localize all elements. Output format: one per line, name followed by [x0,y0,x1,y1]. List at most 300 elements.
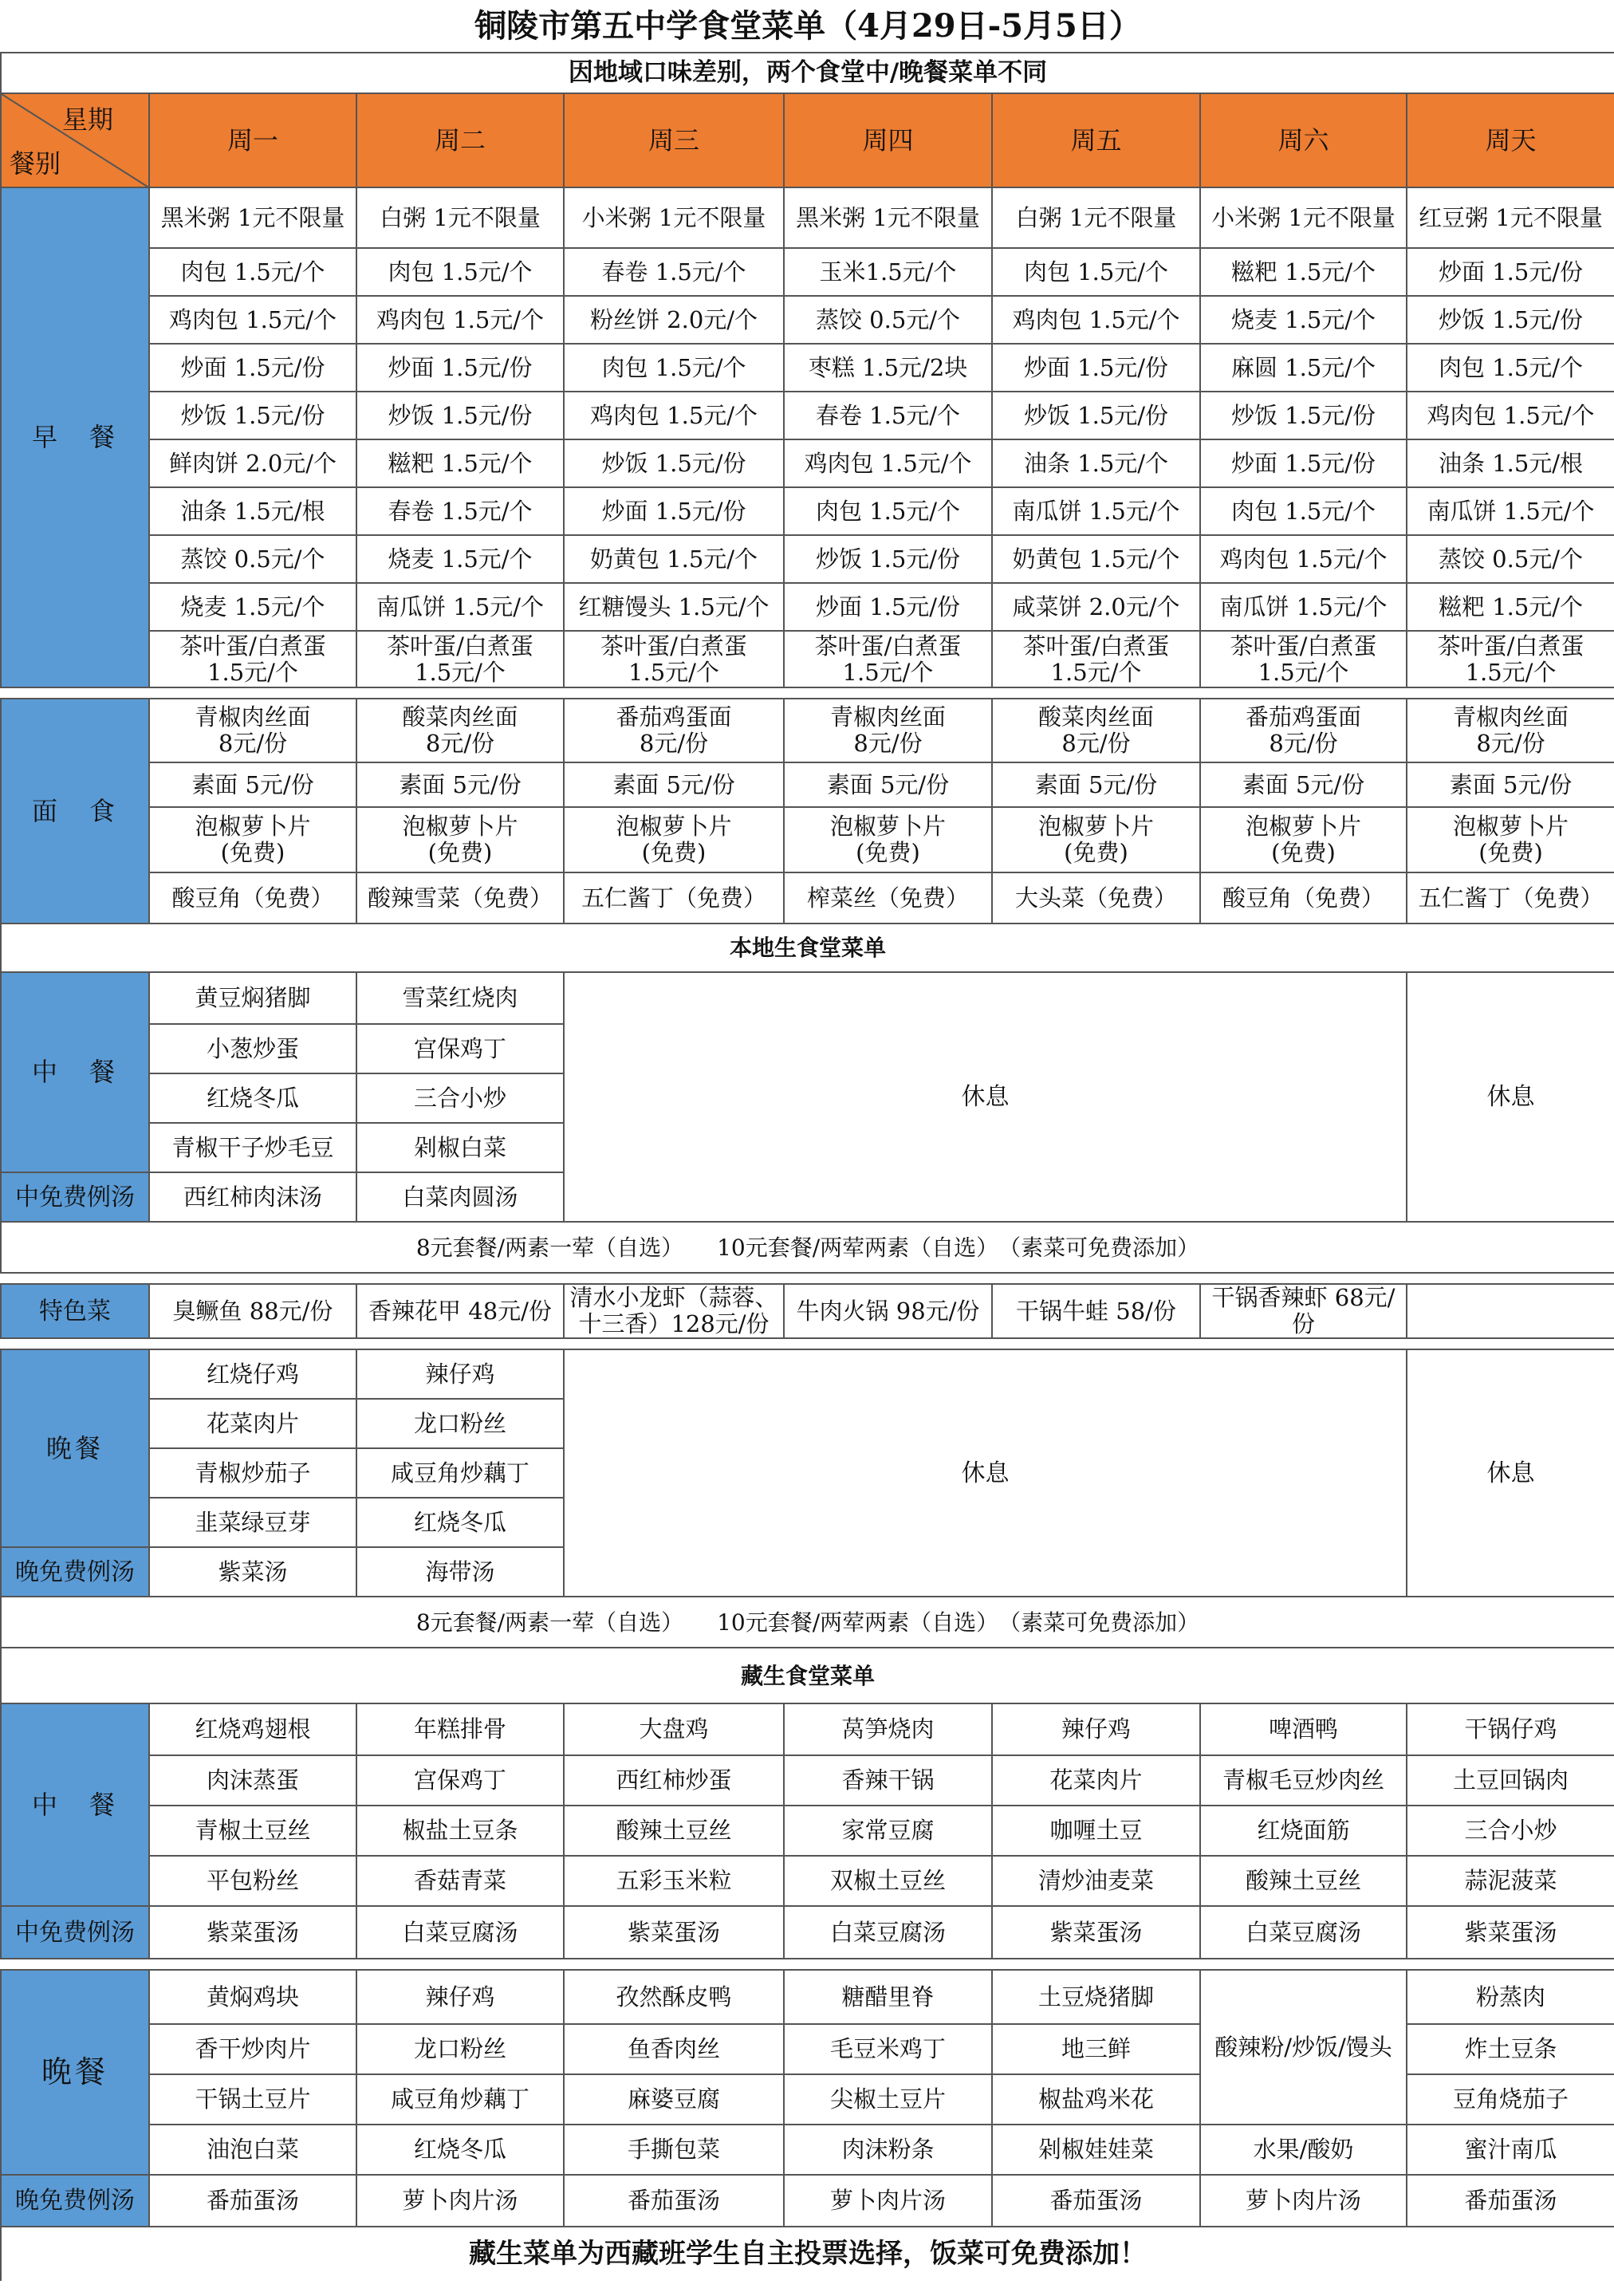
noodle-item [356,699,564,762]
cell-text: 肉沫粉条 [841,2136,935,2163]
breakfast-item [149,187,356,248]
cell-text: 茶叶蛋/白煮蛋 [1437,632,1584,660]
cell-text: 蒸饺 0.5元/个 [180,545,325,573]
breakfast-item [356,248,564,296]
tibet-lunch-soup [784,1906,992,1959]
cell-text: 宫保鸡丁 [413,1034,506,1062]
cell-text: 蒸饺 0.5元/个 [815,305,961,333]
rest-cell [1407,1349,1614,1597]
noodle-item [149,872,356,924]
tibet-dinner-item [149,2024,356,2074]
noodle-item [992,872,1200,924]
local-lunch-item [356,972,564,1024]
tibet-lunch-item [564,1806,784,1856]
cell-text: 糖醋里脊 [841,1983,935,2010]
cell-text: 炒饭 1.5元/份 [601,449,746,477]
breakfast-item [149,296,356,344]
cell-text: 紫菜蛋汤 [1049,1918,1143,1946]
cell-text: 鸡肉包 1.5元/个 [1219,545,1388,573]
cell-text: 青椒肉丝面 [195,703,311,731]
cell-text: 地三鲜 [1061,2035,1131,2062]
cell-text: 白菜豆腐汤 [829,1918,946,1946]
tibet-lunch-item [1200,1856,1407,1906]
local-lunch-soup-label [1,1172,149,1222]
cell-text: 鸡肉包 1.5元/个 [589,401,758,429]
breakfast-item [1407,487,1614,535]
table-row [1,248,1614,296]
local-lunch-item [356,1123,564,1172]
breakfast-item [564,187,784,248]
egg-item [992,631,1200,687]
cell-text: 番茄蛋汤 [206,2187,299,2214]
cell-text: 青椒土豆丝 [195,1817,311,1844]
table-row [1,2175,1614,2227]
breakfast-item [564,296,784,344]
cell-text: 炒饭 1.5元/份 [1438,305,1584,333]
table-row [1,583,1614,631]
noodle-item [1200,699,1407,762]
cell-text: 鲜肉饼 2.0元/个 [168,449,337,477]
noodle-item [784,872,992,924]
breakfast-item [1200,344,1407,392]
tibet-dinner-item [784,2074,992,2125]
cell-text: 清水小龙虾（蒜蓉、十三香）128元/份 [569,1284,778,1337]
table-row [1,1338,1614,1349]
cell-text: 1.5元/个 [207,658,298,686]
cell-text: 肉包 1.5元/个 [1438,353,1584,381]
day-header [1200,93,1407,187]
day-header [356,93,564,187]
breakfast-item [149,439,356,487]
table-row [1,535,1614,583]
cell-text: 素面 5元/份 [1034,770,1158,798]
cell-text: 春卷 1.5元/个 [388,497,533,525]
cell-text: 辣仔鸡 [425,1983,495,2010]
cell-text: 香菇青菜 [413,1867,506,1894]
tibet-dinner-item [356,2125,564,2175]
cell-text: 本地生食堂菜单 [730,935,887,961]
tibet-lunch-item [784,1755,992,1806]
day-header [149,93,356,187]
cell-text: 紫菜蛋汤 [627,1918,720,1946]
tibet-lunch-item [149,1806,356,1856]
table-row [1,972,1614,1024]
cell-text: 粉丝饼 2.0元/个 [589,305,758,333]
breakfast-item [992,487,1200,535]
tibet-dinner-item [356,2024,564,2074]
cell-text: 周二 [434,124,486,156]
cell-text: 毛豆米鸡丁 [829,2035,946,2062]
cell-text: 茶叶蛋/白煮蛋 [1022,632,1170,660]
tibet-lunch-item [992,1806,1200,1856]
local-dinner-item [149,1448,356,1498]
cell-text: 干锅土豆片 [195,2085,311,2113]
cell-text: 肉包 1.5元/个 [1230,497,1376,525]
noodle-item [356,762,564,807]
tibet-dinner-item [1407,2074,1614,2125]
cell-text: 烧麦 1.5元/个 [388,545,533,573]
cell-text: 炒面 1.5元/份 [1438,258,1584,286]
cell-text: 麻圆 1.5元/个 [1230,353,1376,381]
tibet-lunch-item [1407,1703,1614,1755]
cell-text: 油泡白菜 [206,2136,299,2163]
cell-text: 休息 [961,1083,1010,1111]
noodle-item [1200,762,1407,807]
cell-text: 泡椒萝卜片 [829,813,946,840]
tibet-canteen-title [1,1648,1614,1703]
local-lunch-item [356,1024,564,1073]
cell-text: 晚免费例汤 [15,1558,135,1586]
cell-text: (免费) [1064,839,1128,866]
cell-text: 素面 5元/份 [612,770,735,798]
cell-text: 萝卜肉片汤 [829,2187,946,2214]
spacer [1,1338,1614,1349]
header-corner [1,93,149,187]
tibet-lunch-item [356,1806,564,1856]
breakfast-item [992,187,1200,248]
tibet-dinner-item [564,2024,784,2074]
cell-text: 五彩玉米粒 [616,1867,732,1894]
cell-text: (免费) [856,839,920,866]
breakfast-item [356,187,564,248]
cell-text: 龙口粉丝 [413,1409,506,1437]
cell-text: 1.5元/个 [415,658,506,686]
noodle-item [564,807,784,872]
tibet-dinner-item [564,1970,784,2024]
footer-note [1,2227,1614,2281]
cell-text: 宫保鸡丁 [413,1766,506,1794]
breakfast-item [149,583,356,631]
cell-text: 双椒土豆丝 [829,1867,946,1894]
breakfast-item [1407,344,1614,392]
cell-text: 韭菜绿豆芽 [195,1508,311,1536]
corner-bottom-label: 餐别 [10,148,61,179]
breakfast-item [564,535,784,583]
table-row [1,924,1614,972]
breakfast-item [564,344,784,392]
cell-text: 番茄鸡蛋面 [1245,703,1361,731]
tibet-dinner-soup [1407,2175,1614,2227]
cell-text: 香干炒肉片 [195,2035,311,2062]
cell-text: 土豆烧猪脚 [1037,1983,1154,2010]
cell-text: 红烧冬瓜 [413,2136,506,2163]
tibet-lunch-item [992,1755,1200,1806]
cell-text: 青椒肉丝面 [829,703,946,731]
tibet-lunch-soup [1200,1906,1407,1959]
cell-text: 牛肉火锅 98元/份 [796,1297,980,1325]
cell-text: 剁椒白菜 [413,1133,506,1161]
cell-text: 龙口粉丝 [413,2035,506,2062]
cell-text: 紫菜蛋汤 [206,1918,299,1946]
tibet-lunch-item [1200,1806,1407,1856]
cell-text: 青椒毛豆炒肉丝 [1222,1766,1384,1794]
table-row [1,1349,1614,1399]
tibet-dinner-soup [784,2175,992,2227]
cell-text: 烧麦 1.5元/个 [180,593,325,620]
table-row [1,2227,1614,2281]
cell-text: 酸辣土豆丝 [616,1817,732,1844]
local-dinner-item [356,1498,564,1547]
cell-text: 素面 5元/份 [1242,770,1365,798]
cell-text: 黑米粥 1元不限量 [160,203,345,231]
cell-text: 素面 5元/份 [191,770,314,798]
table-row [1,344,1614,392]
table-row [1,1755,1614,1806]
cell-text: 肉包 1.5元/个 [1023,258,1169,286]
cell-text: 大盘鸡 [639,1715,709,1743]
cell-text: 炸土豆条 [1464,2035,1557,2062]
set-meal-note [1,1597,1614,1648]
table-row [1,439,1614,487]
cell-text: 萝卜肉片汤 [402,2187,518,2214]
breakfast-label [1,187,149,687]
cell-text: 休息 [961,1459,1010,1487]
breakfast-item [1407,296,1614,344]
breakfast-item [1407,392,1614,439]
cell-text: (免费) [220,839,285,866]
cell-text: 辣仔鸡 [1061,1715,1131,1743]
spacer [1,687,1614,699]
special-item [356,1284,564,1338]
breakfast-item [564,487,784,535]
cell-text: 泡椒萝卜片 [1037,813,1154,840]
cell-text: 8元/份 [853,730,923,757]
local-dinner-item [356,1399,564,1448]
cell-text: 因地域口味差别，两个食堂中/晚餐菜单不同 [568,58,1048,87]
breakfast-item [356,535,564,583]
breakfast-item [1200,487,1407,535]
cell-text: 玉米1.5元/个 [819,258,957,286]
breakfast-item [564,392,784,439]
cell-text: 黄焖鸡块 [206,1983,299,2010]
tibet-dinner-item [1407,2125,1614,2175]
cell-text: (免费) [1478,839,1543,866]
cell-text: 炒饭 1.5元/份 [180,401,325,429]
tibet-dinner-item [1407,1970,1614,2024]
corner-top-label: 星期 [61,104,113,135]
cell-text: 茶叶蛋/白煮蛋 [179,632,326,660]
cell-text: 烧麦 1.5元/个 [1230,305,1376,333]
cell-text: 紫菜蛋汤 [1464,1918,1557,1946]
breakfast-item [992,535,1200,583]
cell-text: 干锅牛蛙 58/份 [1016,1297,1176,1325]
tibet-dinner-item [149,2125,356,2175]
cell-text: 炒饭 1.5元/份 [1023,401,1169,429]
cell-text: 南瓜饼 1.5元/个 [376,593,545,620]
cell-text: (免费) [641,839,707,866]
breakfast-item [356,487,564,535]
breakfast-item [1407,187,1614,248]
cell-text: 西红柿炒蛋 [616,1766,732,1794]
cell-text: 1.5元/个 [628,658,719,686]
cell-text: 土豆回锅肉 [1453,1766,1569,1794]
local-dinner-label [1,1349,149,1547]
table-row [1,2125,1614,2175]
tibet-lunch-item [1200,1703,1407,1755]
tibet-dinner-item [992,2024,1200,2074]
cell-text: 红糖馒头 1.5元/个 [578,593,770,620]
cell-text: 紫菜汤 [218,1558,288,1585]
cell-text: 白菜肉圆汤 [402,1183,518,1211]
cell-text: 肉包 1.5元/个 [388,258,533,286]
breakfast-item [1407,583,1614,631]
cell-text: 藏生菜单为西藏班学生自主投票选择，饭菜可免费添加！ [469,2238,1147,2270]
cell-text: 奶黄包 1.5元/个 [589,545,758,573]
local-lunch-soup [149,1172,356,1222]
cell-text: 炒面 1.5元/份 [388,353,533,381]
cell-text: 小葱炒蛋 [206,1034,299,1062]
tibet-dinner-item [784,1970,992,2024]
tibet-lunch-soup [992,1906,1200,1959]
cell-text: 8元/份 [218,730,288,757]
noodle-item [992,699,1200,762]
tibet-lunch-soup [356,1906,564,1959]
cell-text: 白菜豆腐汤 [402,1918,518,1946]
cell-text: 8元套餐/两素一荤（自选） 10元套餐/两荤两素（自选） （素菜可免费添加） [415,1234,1200,1261]
table-row [1,1648,1614,1703]
cell-text: 8元/份 [1476,730,1545,757]
noodle-item [992,762,1200,807]
cell-text: 素面 5元/份 [1449,770,1573,798]
noodle-label [1,699,149,924]
breakfast-item [992,583,1200,631]
breakfast-item [784,296,992,344]
cell-text: 萝卜肉片汤 [1245,2187,1361,2214]
cell-text: 晚免费例汤 [15,2187,135,2215]
cell-text: 周一 [226,124,278,156]
noodle-item [356,872,564,924]
cell-text: 鸡肉包 1.5元/个 [804,449,972,477]
breakfast-item [784,344,992,392]
cell-text: 年糕排骨 [413,1715,506,1743]
cell-text: 番茄蛋汤 [627,2187,720,2214]
special-item [992,1284,1200,1338]
rest-cell [564,1349,1407,1597]
noodle-item [1200,807,1407,872]
breakfast-item [564,248,784,296]
cell-text: 五仁酱丁（免费） [1418,884,1604,912]
cell-text: 泡椒萝卜片 [195,813,311,840]
cell-text: 晚餐 [41,2054,108,2089]
cell-text: (免费) [1271,839,1336,866]
page-title [1,0,1614,53]
cell-text: 红烧鸡翅根 [195,1715,311,1743]
noodle-item [784,699,992,762]
day-header [992,93,1200,187]
breakfast-item [149,535,356,583]
cell-text: 小米粥 1元不限量 [581,203,766,231]
cell-text: 中 餐 [31,1789,118,1820]
local-dinner-item [356,1448,564,1498]
breakfast-item [356,296,564,344]
table-row [1,487,1614,535]
cell-text: 鸡肉包 1.5元/个 [1427,401,1595,429]
cell-text: 糍粑 1.5元/个 [388,449,533,477]
breakfast-item [356,344,564,392]
noodle-item [1200,872,1407,924]
local-lunch-item [149,1024,356,1073]
tibet-lunch-item [784,1703,992,1755]
cell-text: 中免费例汤 [15,1183,135,1211]
cell-text: 五仁酱丁（免费） [581,884,766,912]
cell-text: 8元/份 [1061,730,1131,757]
noodle-item [149,762,356,807]
cell-text: 番茄蛋汤 [1049,2187,1143,2214]
tibet-dinner-soup-label [1,2175,149,2227]
noodle-item [564,762,784,807]
local-canteen-title [1,924,1614,972]
local-dinner-soup [149,1547,356,1597]
cell-text: 海带汤 [425,1558,495,1585]
breakfast-item [992,439,1200,487]
cell-text: 番茄蛋汤 [1464,2187,1557,2214]
table-row [1,296,1614,344]
cell-text: 雪菜红烧肉 [402,984,518,1011]
tibet-lunch-soup [149,1906,356,1959]
cell-text: 蒜泥菠菜 [1464,1867,1557,1894]
breakfast-item [1200,583,1407,631]
cell-text: 椒盐土豆条 [402,1817,518,1844]
cell-text: 藏生食堂菜单 [741,1662,876,1689]
tibet-lunch-label [1,1703,149,1906]
local-dinner-item [149,1399,356,1448]
breakfast-item [1200,248,1407,296]
table-row [1,1597,1614,1648]
local-dinner-soup [356,1547,564,1597]
cell-text: 炒饭 1.5元/份 [815,545,961,573]
breakfast-item [992,296,1200,344]
rest-cell [564,972,1407,1222]
cell-text: 手撕包菜 [627,2136,720,2163]
breakfast-item [784,392,992,439]
table-row [1,0,1614,53]
table-row [1,1959,1614,1970]
cell-text: 三合小炒 [1464,1817,1557,1844]
egg-item [784,631,992,687]
breakfast-item [992,344,1200,392]
table-row [1,762,1614,807]
noodle-item [784,762,992,807]
cell-text: 周三 [648,124,699,156]
table-row [1,93,1614,187]
tibet-lunch-item [1407,1856,1614,1906]
tibet-dinner-item [784,2024,992,2074]
breakfast-item [356,439,564,487]
cell-text: 白粥 1元不限量 [1015,203,1177,231]
breakfast-item [1200,296,1407,344]
cell-text: 肉包 1.5元/个 [180,258,325,286]
cell-text: 孜然酥皮鸭 [616,1983,732,2010]
breakfast-item [992,392,1200,439]
tibet-dinner-sat [1200,1970,1407,2125]
cell-text: 酸菜肉丝面 [402,703,518,731]
local-lunch-item [149,1123,356,1172]
breakfast-item [1200,187,1407,248]
cell-text: 周六 [1277,124,1329,156]
cell-text: 茶叶蛋/白煮蛋 [387,632,533,660]
cell-text: 红烧冬瓜 [413,1508,506,1536]
cell-text: 南瓜饼 1.5元/个 [1427,497,1595,525]
cell-text: 早 餐 [31,422,118,452]
cell-text: 蜜汁南瓜 [1464,2136,1557,2163]
table-row [1,807,1614,872]
table-row [1,53,1614,93]
tibet-lunch-item [356,1856,564,1906]
cell-text: 青椒肉丝面 [1453,703,1569,731]
cell-text: 黄豆焖猪脚 [195,984,311,1011]
table-row [1,1284,1614,1338]
breakfast-item [149,344,356,392]
